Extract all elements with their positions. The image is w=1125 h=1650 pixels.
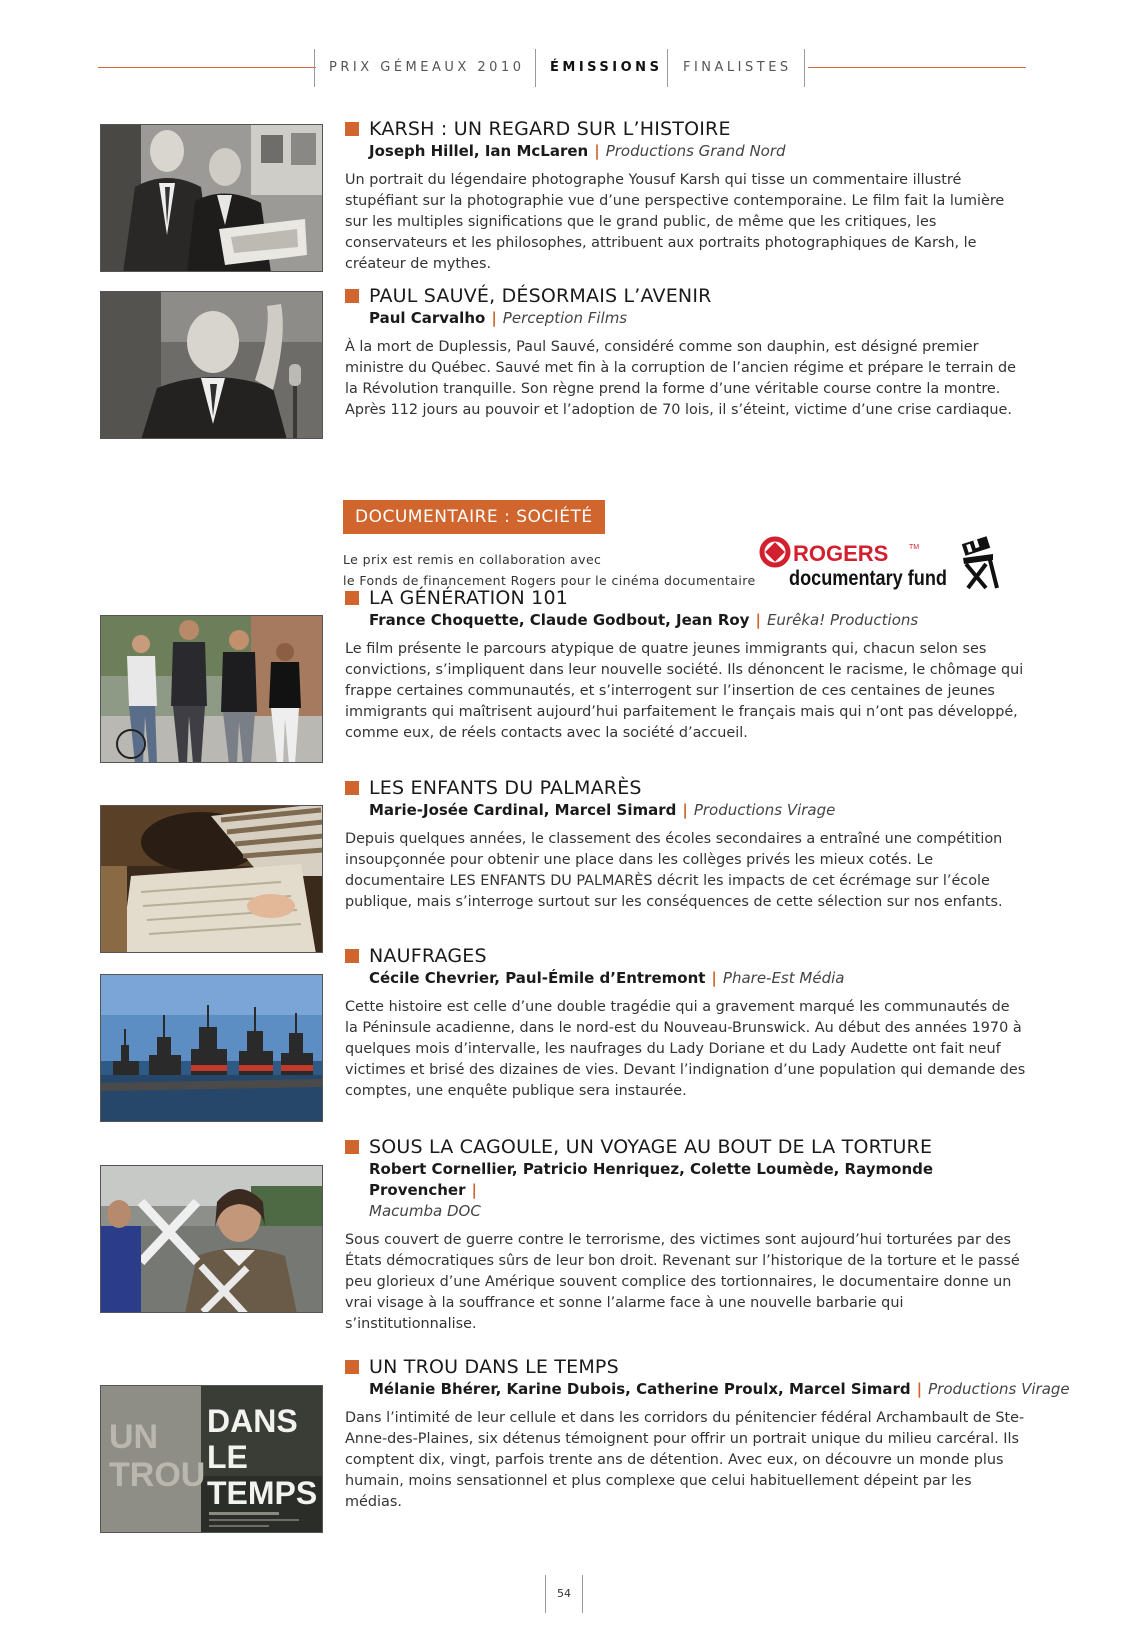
credits-separator: | [755, 611, 761, 629]
entry-description: Sous couvert de guerre contre le terrorisme, des victimes sont aujourd’hui torturées par des États démocratiques sûrs de leur bon droit. Revenant sur l’historique de la torture et le passé peu glorieux d’une Amérique souvent complice des tortionnaires, le documentaire donne un vrai visage à la souffrance et sonne l’alarme face à une nouvelle barbarie qui s’institutionnalise. [345, 1232, 1020, 1332]
entry-title: LA GÉNÉRATION 101 [369, 587, 569, 609]
header-divider [314, 49, 315, 87]
header-divider [535, 49, 536, 87]
header-divider [667, 49, 668, 87]
header-category: FINALISTES [683, 60, 792, 75]
header-divider [804, 49, 805, 87]
entry-description: Le film présente le parcours atypique de quatre jeunes immigrants qui, chacun selon ses convictions, s’impliquent dans leur nouvelle société. Ils dénoncent le racisme, le chômage qui frappe certaines communautés, et s’interrogent sur l’insertion de ces centaines de jeunes immigrants qui maîtrisent aujourd’hui parfaitement le français mais qui n’ont pas développé, comme eux, de réels contacts avec la société d’accueil. [345, 641, 1024, 741]
film-poster-icon [101, 1386, 323, 1533]
bullet-square [345, 781, 359, 795]
entry-photo [100, 291, 323, 439]
entry [345, 1135, 1027, 1335]
entry-production: Phare-Est Média [722, 969, 845, 987]
entry-production: Eurêka! Productions [766, 611, 919, 629]
bullet-square [345, 289, 359, 303]
logo-brand: ROGERS [793, 541, 889, 566]
entry-title: NAUFRAGES [369, 945, 487, 967]
entry [345, 117, 1027, 275]
credits-separator: | [682, 801, 688, 819]
entry-photo [100, 124, 323, 272]
bullet-square [345, 1360, 359, 1374]
entry-description: Un portrait du légendaire photographe Yousuf Karsh qui tisse un commentaire illustré stupéfiant sur la photographie vue d’une perspective contemporaine. Le film fait la lumière sur les multiples significations que le grand public, de même que les critiques, les conservateurs et les philosophes, attribuent aux portraits photographiques de Karsh, le créateur de mythes. [345, 172, 1005, 272]
logo-subtitle: documentary fund [789, 567, 947, 590]
section-title: DOCUMENTAIRE : SOCIÉTÉ [343, 500, 605, 534]
entry-description: Cette histoire est celle d’une double tragédie qui a gravement marqué les communautés de la Péninsule acadienne, dans le nord-est du Nouveau-Brunswick. Au début des années 1970 à quelques mois d’intervalle, les naufrages du Lady Doriane et du Lady Audette ont fait neuf victimes et brisé des dizaines de vies. Devant l’indignation d’une population qui demande des comptes, une enquête publique sera instaurée. [345, 999, 1026, 1099]
photo-child-writing-icon [101, 806, 323, 953]
entry [345, 284, 1027, 421]
header-rule-right [808, 67, 1026, 68]
credits-separator: | [471, 1181, 477, 1199]
entry-credits-names: Joseph Hillel, Ian McLaren [369, 142, 589, 160]
entry [345, 586, 1027, 744]
credits-separator: | [594, 142, 600, 160]
credits-separator: | [711, 969, 717, 987]
credits-separator: | [491, 309, 497, 327]
bullet-square [345, 949, 359, 963]
poster-title-right-2: LE [207, 1439, 248, 1475]
collaboration-note [343, 549, 756, 591]
header-section: ÉMISSIONS [550, 60, 663, 75]
poster-title-right-1: DANS [207, 1403, 298, 1439]
black-and-white-photo-speaker-at-microphone-icon [101, 292, 323, 439]
photo-four-young-people-walking-icon [101, 616, 323, 763]
entry-photo [100, 1385, 323, 1533]
photo-protesters-with-crosses-icon [101, 1166, 323, 1313]
entry-description: À la mort de Duplessis, Paul Sauvé, considéré comme son dauphin, est désigné premier ministre du Québec. Sauvé met fin à la corruption de l’ancien régime et prépare le terrain de la Révolution tranquille. Son règne prend la forme d’une véritable course contre la montre. Après 112 jours au pouvoir et l’adoption de 70 lois, il s’éteint, victime d’une crise cardiaque. [345, 339, 1017, 418]
entry-photo [100, 615, 323, 763]
bullet-square [345, 591, 359, 605]
entry-photo [100, 805, 323, 953]
entry-photo [100, 1165, 323, 1313]
entry-credits-names: Paul Carvalho [369, 309, 486, 327]
photo-fishing-boats-harbour-icon [101, 975, 323, 1122]
footer-divider [545, 1575, 546, 1613]
entry [345, 1355, 1070, 1513]
poster-title-left-2: TROU [109, 1456, 206, 1494]
header-rule-left [98, 67, 316, 68]
poster-title-left-1: UN [109, 1418, 159, 1456]
black-and-white-photo-two-men-icon [101, 125, 323, 272]
entry-title: LES ENFANTS DU PALMARÈS [369, 777, 642, 799]
entry-credits-names: Marie-Josée Cardinal, Marcel Simard [369, 801, 677, 819]
entry-production: Perception Films [502, 309, 628, 327]
page-number: 54 [557, 1587, 571, 1600]
entry-production: Productions Grand Nord [605, 142, 786, 160]
entry-production: Productions Virage [928, 1380, 1070, 1398]
entry [345, 776, 1027, 913]
entry-production: Macumba DOC [369, 1202, 481, 1220]
bullet-square [345, 122, 359, 136]
collaboration-line: Le prix est remis en collaboration avec [343, 552, 602, 567]
entry-production: Productions Virage [693, 801, 836, 819]
entry-credits-names: Robert Cornellier, Patricio Henriquez, Colette Loumède, Raymonde Provencher [369, 1160, 934, 1199]
entry-title: UN TROU DANS LE TEMPS [369, 1356, 619, 1378]
bullet-square [345, 1140, 359, 1154]
entry-credits-names: Cécile Chevrier, Paul-Émile d’Entremont [369, 969, 706, 987]
entry-description: Depuis quelques années, le classement des écoles secondaires a entraîné une compétition insoupçonnée pour obtenir une place dans les collèges privés les mieux cotés. Le documentaire LES ENFANTS DU PALMARÈS décrit les impacts de cet écrémage sur l’école publique, mais s’interroge surtout sur les conséquences de cette sélection sur nos enfants. [345, 831, 1003, 910]
entry [345, 944, 1027, 1102]
entry-photo [100, 974, 323, 1122]
footer-divider [582, 1575, 583, 1613]
poster-title-right-3: TEMPS [207, 1475, 318, 1511]
entry-credits-names: France Choquette, Claude Godbout, Jean Roy [369, 611, 750, 629]
entry-description: Dans l’intimité de leur cellule et dans les corridors du pénitencier fédéral Archambault de Ste-Anne-des-Plaines, six détenus témoignent pour offrir un portrait unique du milieu carcéral. Ils comptent dix, vingt, parfois trente ans de détention. Avec eux, on découvre un monde plus humain, moins sensationnel et plus complexe que celui habituellement dépeint par les médias. [345, 1410, 1025, 1510]
director-chair-icon [962, 536, 997, 588]
logo-trademark: TM [909, 544, 920, 551]
collaboration-line: le Fonds de financement Rogers pour le cinéma documentaire [343, 573, 756, 588]
credits-separator: | [916, 1380, 923, 1398]
entry-title: SOUS LA CAGOULE, UN VOYAGE AU BOUT DE LA TORTURE [369, 1136, 933, 1158]
entry-title: KARSH : UN REGARD SUR L’HISTOIRE [369, 118, 731, 140]
header-event: PRIX GÉMEAUX 2010 [329, 60, 525, 75]
entry-title: PAUL SAUVÉ, DÉSORMAIS L’AVENIR [369, 285, 712, 307]
entry-credits-names: Mélanie Bhérer, Karine Dubois, Catherine Proulx, Marcel Simard [369, 1380, 911, 1398]
rogers-documentary-fund-logo [757, 536, 1003, 590]
